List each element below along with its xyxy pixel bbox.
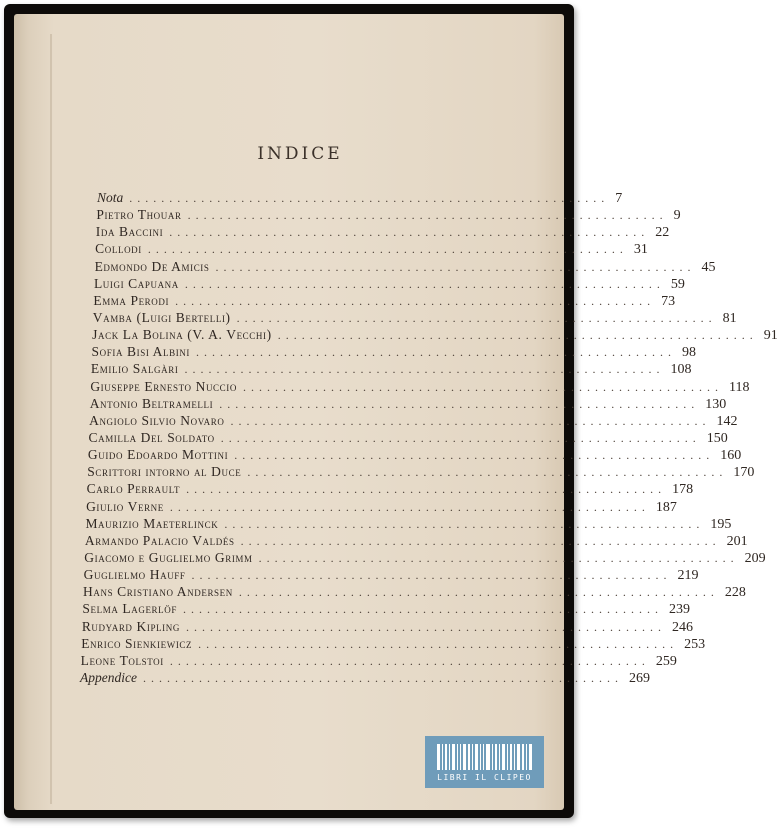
toc-entry-title: Selma Lagerlöf [82,601,177,617]
toc-entry-title: Enrico Sienkiewicz [81,635,193,651]
toc-entry-title: Emma Perodi [93,292,170,308]
toc-entry-title: Ida Baccini [95,224,164,240]
toc-entry [90,361,692,378]
leader-dots: ............................................................ [169,653,650,668]
toc-entry-title: Jack La Bolina (V. A. Vecchi) [92,327,272,343]
toc-entry [84,550,766,567]
toc-entry [85,515,732,533]
leader-dots: ............................................................ [186,482,667,497]
leader-dots: ............................................................ [147,242,628,257]
toc-entry-page: 259 [655,653,677,669]
toc-entry-page: 22 [655,225,670,241]
toc-entry-page: 118 [728,379,750,395]
toc-entry-page: 209 [744,551,766,566]
barcode-bar [472,744,473,770]
toc-entry-title: Appendice [80,670,137,685]
leader-dots: ............................................................ [187,208,668,223]
barcode-bar [499,744,500,770]
index-title: INDICE [257,144,343,164]
barcode-bar [492,744,493,770]
toc-entry [97,190,623,207]
leader-dots: ............................................................ [182,602,663,617]
toc-entry-page: 7 [615,191,623,206]
toc-entry-title: Camilla Del Soldato [88,430,215,445]
leader-dots: ............................................................ [220,431,701,445]
toc-entry-title: Antonio Beltramelli [89,395,214,411]
barcode-bar [449,744,450,770]
leader-dots: ............................................................ [175,293,656,308]
leader-dots: ............................................................ [142,671,623,685]
toc-entry [96,207,681,224]
leader-dots: ............................................................ [184,362,665,377]
watermark-text: LIBRI IL CLIPEO [437,773,532,782]
barcode-icon [437,744,532,770]
toc-entry-page: 91 [763,328,778,344]
barcode-bar [529,744,532,770]
toc-entry [86,498,677,516]
toc-entry [80,652,677,670]
barcode-bar [514,744,515,770]
barcode-bar [522,744,524,770]
barcode-bar [452,744,456,770]
leader-dots: ............................................................ [169,499,650,514]
toc-entry [95,241,648,258]
leader-dots: ............................................................ [230,413,711,428]
toc-entry-page: 219 [677,568,699,584]
toc-entry-title: Rudyard Kipling [81,618,180,634]
toc-entry-title: Hans Cristiano Andersen [83,584,233,600]
toc-entry-page: 45 [701,259,716,275]
toc-entry-page: 246 [671,619,693,635]
toc-entry-page: 239 [668,602,690,618]
toc-entry-page: 187 [655,499,677,515]
toc-entry [91,344,696,361]
toc-entry-title: Guglielmo Hauff [83,567,186,583]
barcode-bar [442,744,443,770]
leader-dots: ............................................................ [234,448,715,463]
leader-dots: ............................................................ [277,328,758,343]
toc-entry-page: 253 [684,636,706,652]
barcode-bar [486,744,490,770]
toc-entry-page: 178 [672,482,694,498]
toc-entry-title: Luigi Capuana [93,275,179,291]
toc-entry-page: 9 [673,208,681,224]
toc-entry-title: Pietro Thouar [96,207,182,223]
toc-entry-title: Sofia Bisi Albini [91,344,190,360]
toc-entry-title: Maurizio Maeterlinck [85,515,219,531]
leader-dots: ............................................................ [198,636,679,651]
barcode-bar [463,744,466,770]
leader-dots: ............................................................ [184,276,665,291]
leader-dots: ............................................................ [129,191,610,205]
leader-dots: ............................................................ [224,516,705,531]
leader-dots: ............................................................ [185,619,666,634]
toc-entry-page: 170 [733,465,755,481]
toc-entry [87,464,755,481]
toc-entry [94,258,716,276]
barcode-bar [437,744,440,770]
toc-entry-title: Edmondo De Amicis [94,258,210,274]
toc-entry-page: 228 [724,585,746,601]
toc-entry-title: Carlo Perrault [86,481,181,497]
toc-entry-page: 59 [670,276,685,292]
toc-entry [81,618,693,636]
toc-entry [89,412,738,430]
toc-entry [93,292,676,310]
toc-entry-title: Angiolo Silvio Novaro [89,412,225,428]
toc-entry [95,224,670,241]
toc-entry-title: Scrittori intorno al Duce [87,464,242,480]
barcode-bar [517,744,521,770]
leader-dots: ............................................................ [258,551,739,565]
toc-entry-title: Nota [97,190,124,205]
toc-entry-page: 98 [682,345,696,361]
toc-entry [88,430,728,447]
toc-entry [92,327,778,344]
toc-entry [86,481,694,498]
leader-dots: ............................................................ [219,396,700,411]
barcode-bar [495,744,497,770]
leader-dots: ............................................................ [240,533,721,548]
toc-entry-page: 150 [706,431,728,446]
leader-dots: ............................................................ [169,225,650,240]
toc-entry [90,378,750,396]
barcode-bar [457,744,458,770]
leader-dots: ............................................................ [191,568,672,583]
toc-entry-title: Giacomo e Guglielmo Grimm [84,550,253,565]
toc-entry [87,447,742,464]
toc-entry-page: 73 [661,293,676,309]
toc-entry-page: 142 [716,413,738,429]
toc-entry [83,567,699,584]
toc-entry-title: Collodi [95,241,142,257]
toc-entry-title: Leone Tolstoi [80,652,164,668]
watermark-logo [425,736,544,788]
toc-entry [80,670,650,687]
toc-entry [84,532,748,550]
toc-entry-title: Giulio Verne [86,498,164,514]
toc-entry [82,601,690,618]
toc-entry [89,395,727,413]
toc-entry-title: Guido Edoardo Mottini [87,447,229,463]
toc-entry [81,635,706,653]
barcode-bar [475,744,478,770]
leader-dots: ............................................................ [196,345,676,360]
toc-entry-title: Vamba (Luigi Bertelli) [92,310,231,325]
barcode-bar [480,744,481,770]
toc-entry [93,275,685,293]
barcode-bar [460,744,461,770]
barcode-bar [510,744,512,770]
leader-dots: ............................................................ [247,465,728,480]
barcode-bar [468,744,470,770]
toc-entry-page: 269 [628,671,650,686]
barcode-bar [483,744,485,770]
toc-entry [92,310,737,327]
toc-entry-page: 201 [726,533,748,549]
barcode-bar [526,744,527,770]
toc-entry-page: 108 [670,362,692,378]
barcode-bar [507,744,508,770]
toc-entry-page: 160 [720,448,742,464]
barcode-bar [502,744,505,770]
toc-entry-page: 130 [705,396,727,412]
toc-entry-title: Giuseppe Ernesto Nuccio [90,378,237,394]
leader-dots: ............................................................ [242,379,723,394]
toc-entry-page: 31 [633,242,648,258]
leader-dots: ............................................................ [238,585,719,600]
toc-entry-page: 81 [722,311,737,326]
toc-entry-title: Emilio Salgàri [90,361,179,377]
barcode-bar [445,744,447,770]
leader-dots: ............................................................ [236,311,717,325]
toc-entry-page: 195 [710,516,732,532]
toc-entry [83,584,746,601]
toc-entry-title: Armando Palacio Valdés [84,532,235,548]
leader-dots: ............................................................ [215,259,696,274]
